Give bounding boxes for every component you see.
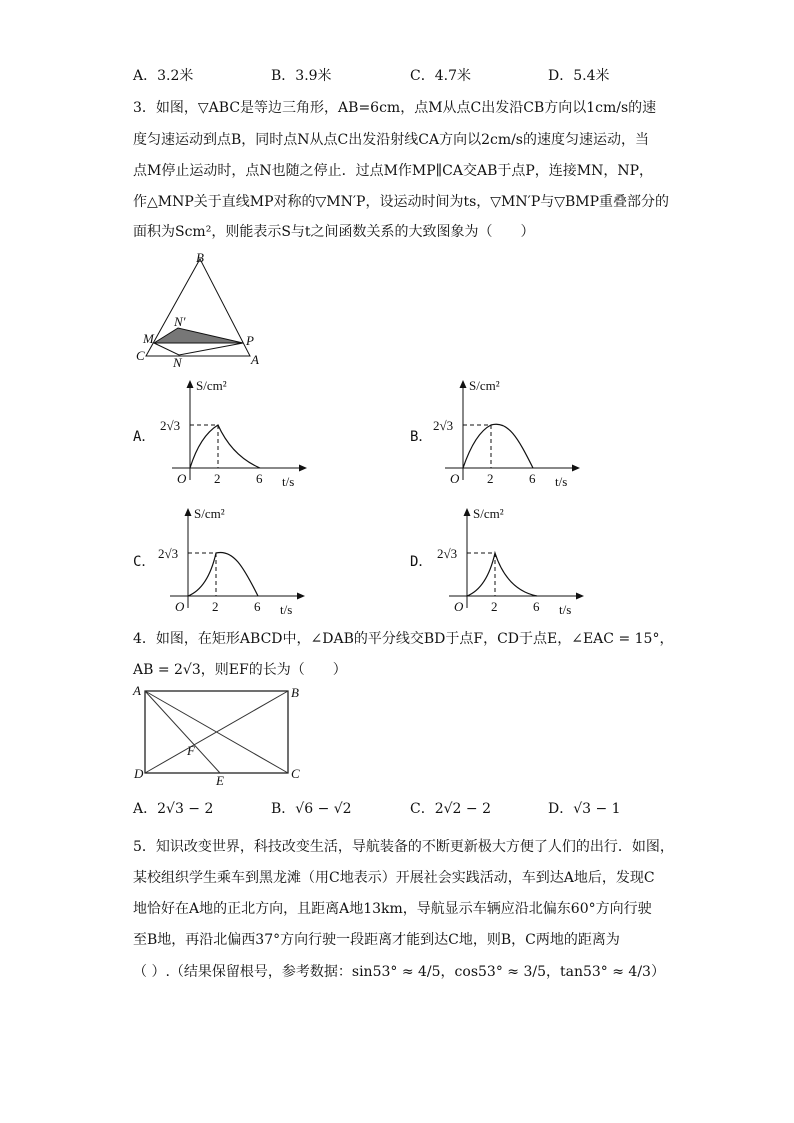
label-n: N [173,355,182,370]
q4-option-c: C．2√2 − 2 [410,801,491,817]
label-f: F [187,743,195,758]
q5-text-line: 5．知识改变世界，科技改变生活，导航装备的不断更新极大方便了人们的出行．如图， [133,839,674,855]
bisector-ae [145,691,220,773]
q4-option-b: B．√6 − √2 [271,801,352,817]
tick-label-2: 2 [214,471,221,486]
y-axis-label: S/cm² [194,506,225,521]
peak-value-label: 2√3 [437,546,458,561]
peak-value-label: 2√3 [433,418,454,433]
q3-text-line: 作△MNP关于直线MP对称的▽MN′P，设运动时间为ts，▽MN′P与▽BMP重叠部分的 [133,194,670,210]
q2-option-d: D．5.4米 [548,68,610,84]
label-d: D [134,766,144,781]
q3-text-line: 面积为Scm²，则能表示S与t之间函数关系的大致图象为（ ） [133,224,535,240]
label-c: C [291,766,300,781]
q5-text-line: 地恰好在A地的正北方向，且距离A地13km，导航显示车辆应沿北偏东60°方向行驶 [133,901,652,917]
origin-label: O [450,471,460,486]
peak-value-label: 2√3 [158,546,179,561]
x-axis-label: t/s [282,474,295,489]
label-b: B [291,685,299,700]
q5-text-line: 某校组织学生乘车到黑龙滩（用C地表示）开展社会实践活动，车到达A地后，发现C [133,870,655,886]
label-b: B [196,250,204,265]
q4-text-line: AB = 2√3，则EF的长为（ ） [133,662,347,678]
q4-text-line: 4．如图，在矩形ABCD中，∠DAB的平分线交BD于点F，CD于点E，∠EAC = 15°， [133,631,674,647]
origin-label: O [177,471,187,486]
q2-option-b: B．3.9米 [271,68,332,84]
y-axis-label: S/cm² [196,378,227,393]
y-axis-label: S/cm² [473,506,504,521]
q3-text-line: 3．如图，▽ABC是等边三角形，AB=6cm，点M从点C出发沿CB方向以1cm/s的速 [133,100,657,116]
label-p: P [246,333,254,348]
q3-text-line: 度匀速运动到点B，同时点N从点C出发沿射线CA方向以2cm/s的速度匀速运动，当 [133,132,649,148]
q3-text-line: 点M停止运动时，点N也随之停止．过点M作MP∥CA交AB于点P，连接MN，NP， [133,163,654,179]
tick-label-2: 2 [487,471,494,486]
q3-option-c-label: C． [133,554,156,570]
x-axis-label: t/s [555,474,568,489]
label-n-prime: N′ [174,314,186,329]
tick-label-6: 6 [256,471,263,486]
label-a: A [133,683,141,698]
q4-option-a: A．2√3 − 2 [133,801,214,817]
label-a: A [251,352,259,367]
origin-label: O [175,599,185,614]
label-e: E [216,773,224,788]
q3-option-a-label: A． [133,429,156,445]
q5-text-line: （ ）.（结果保留根号，参考数据：sin53° ≈ 4/5，cos53° ≈ 3/5，tan53° ≈ 4/3） [133,964,665,980]
origin-label: O [454,599,464,614]
x-axis-label: t/s [280,602,293,617]
y-axis-label: S/cm² [469,378,500,393]
q5-text-line: 至B地，再沿北偏西37°方向行驶一段距离才能到达C地，则B，C两地的距离为 [133,932,620,948]
label-c: C [136,348,145,363]
tick-label-6: 6 [254,599,261,614]
label-m: M [143,331,154,346]
x-axis-label: t/s [559,602,572,617]
q3-option-d-label: D． [410,554,433,570]
tick-label-2: 2 [212,599,219,614]
q3-option-b-label: B． [410,429,433,445]
tick-label-6: 6 [529,471,536,486]
tick-label-6: 6 [533,599,540,614]
peak-value-label: 2√3 [160,418,181,433]
q2-option-a: A．3.2米 [133,68,194,84]
q2-option-c: C．4.7米 [410,68,471,84]
tick-label-2: 2 [491,599,498,614]
q4-option-d: D．√3 − 1 [548,801,621,817]
